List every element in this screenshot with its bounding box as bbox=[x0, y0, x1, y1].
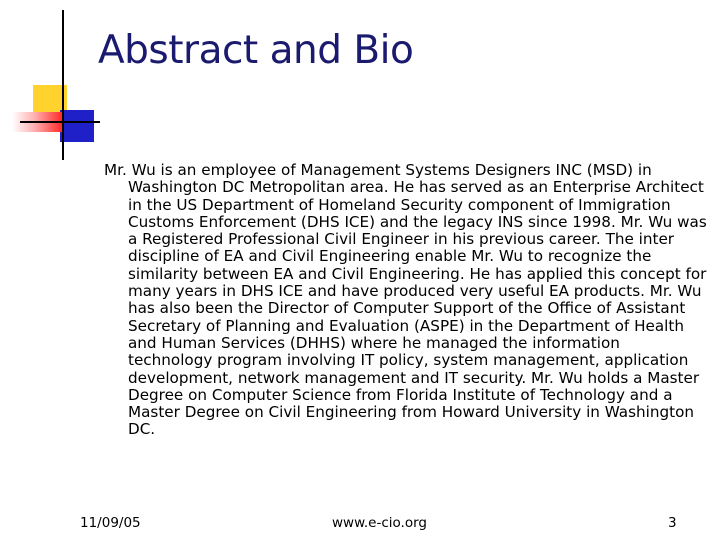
decorative-logo bbox=[0, 0, 100, 165]
footer-page-number: 3 bbox=[668, 515, 677, 531]
logo-blue-square bbox=[60, 110, 94, 142]
slide-title: Abstract and Bio bbox=[98, 28, 414, 73]
footer-date: 11/09/05 bbox=[80, 515, 141, 531]
logo-horizontal-line bbox=[20, 121, 100, 123]
footer-url: www.e-cio.org bbox=[332, 515, 427, 531]
bio-paragraph: Mr. Wu is an employee of Management Systems Designers INC (MSD) in Washington DC Metropolitan area. He has served as an Enterprise Architect in the US Department of Homeland Security component of Immigration Customs Enforcement (DHS ICE) and the legacy INS since 1998. Mr. Wu was a Registered Professional Civil Engineer in his previous career. The inter discipline of EA and Civil Engineering enable Mr. Wu to recognize the similarity between EA and Civil Engineering. He has applied this concept for many years in DHS ICE and have produced very useful EA products. Mr. Wu has also been the Director of Computer Support of the Office of Assistant Secretary of Planning and Evaluation (ASPE) in the Department of Health and Human Services (DHHS) where he managed the information technology program involving IT policy, system management, application development, network management and IT security. Mr. Wu holds a Master Degree on Computer Science from Florida Institute of Technology and a Master Degree on Civil Engineering from Howard University in Washington DC. bbox=[104, 161, 707, 439]
logo-vertical-line bbox=[62, 10, 64, 160]
